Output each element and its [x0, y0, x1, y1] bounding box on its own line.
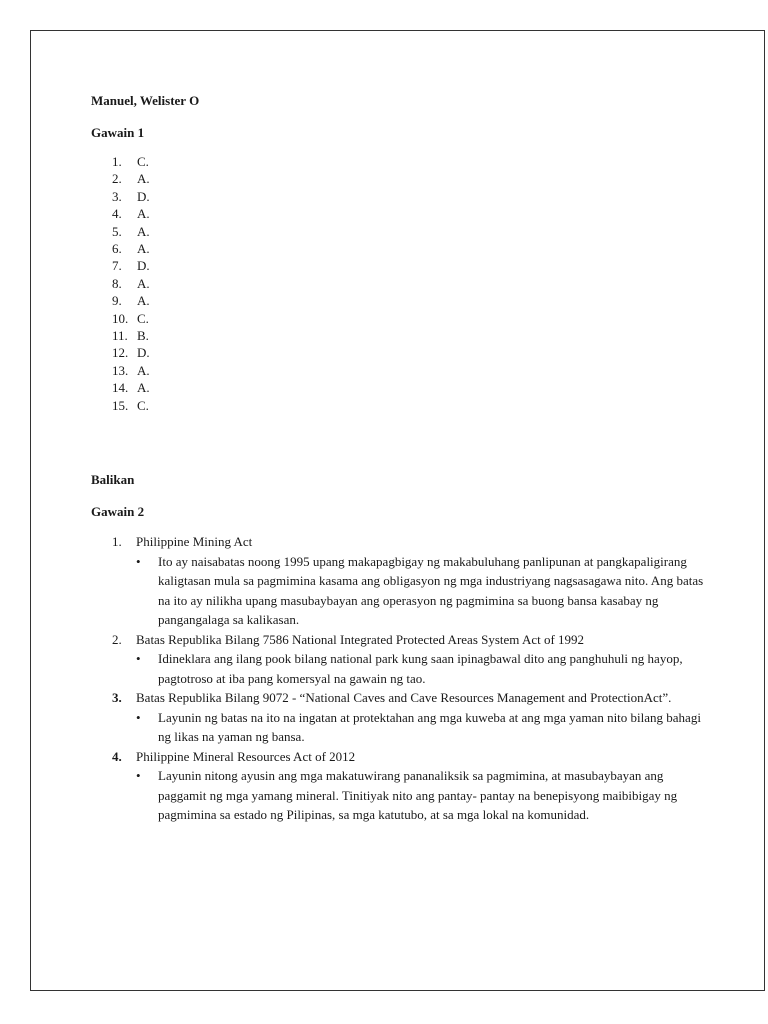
law-description-list [136, 708, 711, 747]
list-item: 11. B. [112, 328, 149, 344]
law-title: Philippine Mineral Resources Act of 2012 [136, 748, 356, 764]
document-page [30, 30, 765, 991]
law-title: Batas Republika Bilang 7586 National Integrated Protected Areas System Act of 1992 [136, 631, 585, 647]
bullet-icon: • [136, 651, 141, 667]
list-item: 3. Batas Republika Bilang 9072 - “National Caves and Cave Resources Management and ProtectionAct”. • Layunin ng batas na ito na ingatan at protektahan ang mga kuweba at ang mga yaman nito bilang bahagi ng likas na yaman ng bansa. [91, 688, 711, 747]
law-description: • Layunin ng batas na ito na ingatan at protektahan ang mga kuweba at ang mga yaman nito bilang bahagi ng likas na yaman ng bansa. [136, 709, 701, 745]
list-item: 9. A. [112, 293, 150, 309]
list-item: 1. C. [112, 154, 149, 169]
list-item: 8. A. [112, 275, 150, 291]
bullet-icon: • [136, 709, 141, 725]
gawain-1-heading: Gawain 1 [91, 125, 145, 140]
list-item: 14. A. [112, 380, 150, 396]
bullet-icon: • [136, 553, 141, 569]
list-item: 2. Batas Republika Bilang 7586 National Integrated Protected Areas System Act of 1992 • Idineklara ang ilang pook bilang national park kung saan ipinagbawal dito ang panghuhuli ng hayop, pagtotroso at iba pang komersyal na gawain ng tao. [91, 630, 711, 689]
gawain-2-law-list [91, 532, 711, 825]
law-description: • Layunin nitong ayusin ang mga makatuwirang pananaliksik sa pagmimina, at masubaybayan ang paggamit ng mga yamang mineral. Tinitiyak nito ang pantay- pantay na benepisyong maibibigay ng pagmimina sa estado ng Pilipinas, sa mga katutubo, at sa mga lokal na komunidad. [136, 768, 678, 823]
list-item: 12. D. [112, 345, 150, 361]
law-title: Philippine Mining Act [136, 534, 253, 550]
balikan-heading: Balikan [91, 472, 135, 488]
list-item: 1. Philippine Mining Act • Ito ay naisabatas noong 1995 upang makapagbigay ng makabuluhang panlipunan at pangkapaligirang kaligtasan mula sa pagmimina kasama ang obligasyon ng mga industriyang nagsasagawa nito. Ang batas na ito ay nilikha upang masubaybayan ang operasyon ng pagmimina sa buong bansa kasabay ng pangangalaga sa kalikasan. [91, 532, 711, 630]
student-name: Manuel, Welister O [91, 93, 200, 108]
list-item: 2. A. [112, 171, 150, 187]
list-item: 3. D. [112, 188, 150, 204]
list-item: 4. A. [112, 206, 150, 222]
list-item: 5. A. [112, 223, 150, 239]
document-content [91, 93, 711, 825]
law-description-list [136, 649, 711, 688]
gawain-1-answer-list [91, 153, 711, 414]
list-item: 4. Philippine Mineral Resources Act of 2012 • Layunin nitong ayusin ang mga makatuwirang pananaliksik sa pagmimina, at masubaybayan ang paggamit ng mga yamang mineral. Tinitiyak nito ang pantay- pantay na benepisyong maibibigay ng pagmimina sa estado ng Pilipinas, sa mga katutubo, at sa mga lokal na komunidad. [91, 747, 711, 825]
list-item: 6. A. [112, 241, 150, 257]
list-item: 10. C. [112, 310, 149, 326]
law-description: • Idineklara ang ilang pook bilang national park kung saan ipinagbawal dito ang panghuhuli ng hayop, pagtotroso at iba pang komersyal na gawain ng tao. [136, 651, 683, 686]
bullet-icon: • [136, 768, 141, 784]
law-title: Batas Republika Bilang 9072 - “National Caves and Cave Resources Management and ProtectionAct”. [136, 690, 672, 706]
law-description: • Ito ay naisabatas noong 1995 upang makapagbigay ng makabuluhang panlipunan at pangkapaligirang kaligtasan mula sa pagmimina kasama ang obligasyon ng mga industriyang nagsasagawa nito. Ang batas na ito ay nilikha upang masubaybayan ang operasyon ng pagmimina sa buong bansa kasabay ng pangangalaga sa kalikasan. [136, 553, 704, 628]
list-item: 15. C. [112, 397, 149, 413]
list-item: 7. D. [112, 258, 150, 274]
list-item: 13. A. [112, 362, 150, 378]
law-description-list [136, 552, 711, 630]
gawain-2-heading: Gawain 2 [91, 504, 145, 520]
law-description-list [136, 766, 711, 825]
